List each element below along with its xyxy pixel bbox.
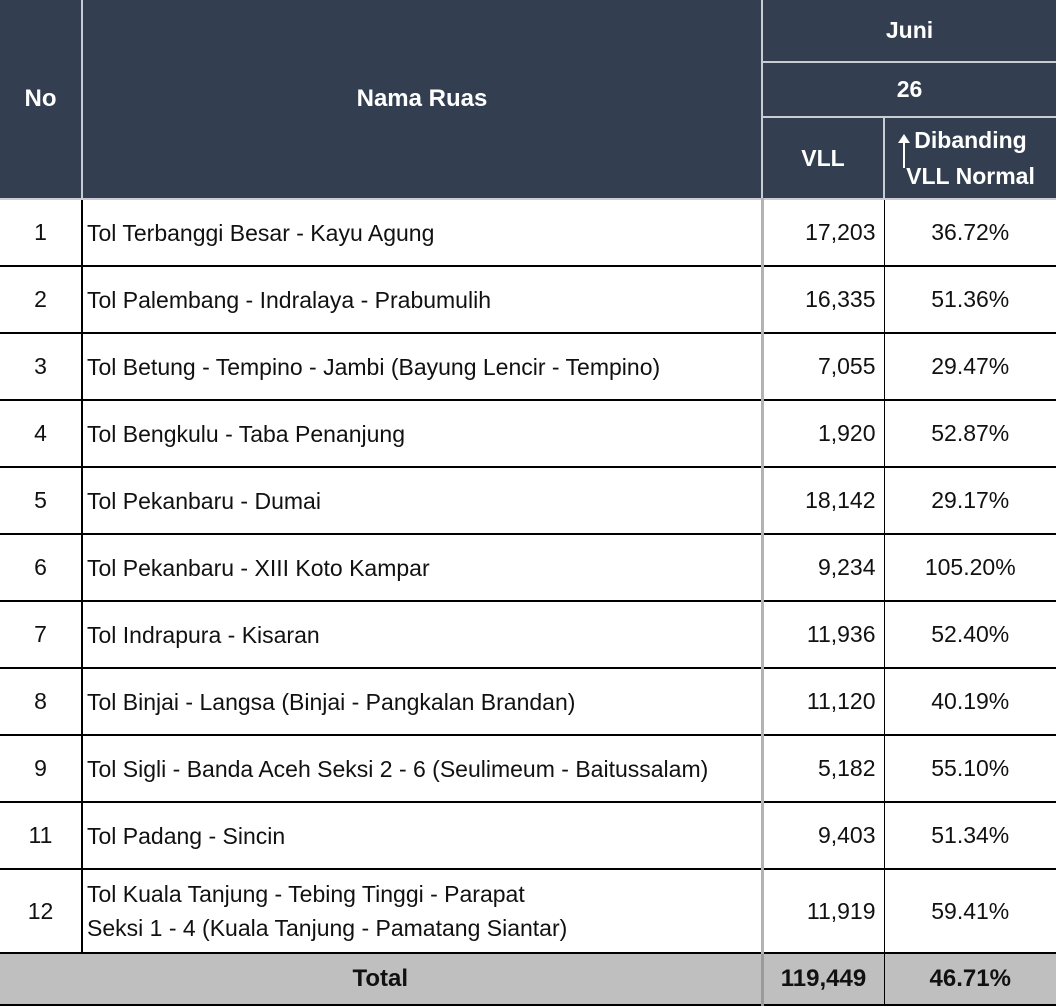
row-no: 3	[0, 333, 82, 400]
row-no: 12	[0, 869, 82, 953]
row-pct: 29.47%	[884, 333, 1056, 400]
table-row	[0, 333, 1056, 400]
row-name	[82, 333, 762, 400]
row-pct: 55.10%	[884, 735, 1056, 802]
row-vll: 9,403	[762, 802, 884, 869]
table-row	[0, 400, 1056, 467]
row-pct: 51.34%	[884, 802, 1056, 869]
row-pct: 52.40%	[884, 601, 1056, 668]
header-compare	[884, 117, 1056, 199]
row-no: 11	[0, 802, 82, 869]
row-name-line: Tol Indrapura - Kisaran	[87, 621, 320, 648]
row-name-line: Tol Bengkulu - Taba Penanjung	[87, 420, 405, 447]
table-header	[0, 0, 1056, 199]
row-name-line: Tol Betung - Tempino - Jambi (Bayung Lencir - Tempino)	[87, 353, 661, 380]
row-vll: 18,142	[762, 467, 884, 534]
row-no: 1	[0, 199, 82, 266]
row-no: 7	[0, 601, 82, 668]
table-row	[0, 601, 1056, 668]
row-vll: 7,055	[762, 333, 884, 400]
header-no: No	[0, 0, 82, 199]
header-vll: VLL	[762, 117, 884, 199]
header-compare-line2: VLL Normal	[906, 163, 1035, 189]
header-name: Nama Ruas	[82, 0, 762, 199]
table-row	[0, 534, 1056, 601]
row-name	[82, 735, 762, 802]
row-pct: 105.20%	[884, 534, 1056, 601]
row-name	[82, 199, 762, 266]
row-vll: 1,920	[762, 400, 884, 467]
row-name-line: Tol Kuala Tanjung - Tebing Tinggi - Parapat	[87, 881, 525, 907]
table-body	[0, 199, 1056, 953]
row-name-line: Tol Sigli - Banda Aceh Seksi 2 - 6 (Seulimeum - Baitussalam)	[87, 755, 709, 782]
row-no: 6	[0, 534, 82, 601]
row-pct: 40.19%	[884, 668, 1056, 735]
row-no: 5	[0, 467, 82, 534]
row-vll: 16,335	[762, 266, 884, 333]
row-no: 8	[0, 668, 82, 735]
table-row	[0, 467, 1056, 534]
table-row	[0, 869, 1056, 953]
row-name-line: Seksi 1 - 4 (Kuala Tanjung - Pamatang Siantar)	[87, 915, 568, 941]
total-vll: 119,449	[762, 953, 884, 1005]
row-name	[82, 467, 762, 534]
row-vll: 11,919	[762, 869, 884, 953]
row-name-line: Tol Pekanbaru - Dumai	[87, 487, 321, 514]
row-pct: 52.87%	[884, 400, 1056, 467]
row-pct: 36.72%	[884, 199, 1056, 266]
row-name-line: Tol Binjai - Langsa (Binjai - Pangkalan Brandan)	[87, 688, 576, 715]
row-vll: 9,234	[762, 534, 884, 601]
row-name-line: Tol Terbanggi Besar - Kayu Agung	[87, 219, 435, 246]
row-no: 2	[0, 266, 82, 333]
total-label: Total	[0, 953, 762, 1005]
table-row	[0, 735, 1056, 802]
header-month: Juni	[762, 0, 1056, 62]
table-row	[0, 802, 1056, 869]
row-pct: 51.36%	[884, 266, 1056, 333]
row-vll: 11,120	[762, 668, 884, 735]
row-vll: 5,182	[762, 735, 884, 802]
row-pct: 29.17%	[884, 467, 1056, 534]
row-pct: 59.41%	[884, 869, 1056, 953]
total-row	[0, 953, 1056, 1005]
header-day: 26	[762, 62, 1056, 117]
row-vll: 11,936	[762, 601, 884, 668]
row-name	[82, 400, 762, 467]
table-row	[0, 668, 1056, 735]
table-row	[0, 266, 1056, 333]
row-name	[82, 802, 762, 869]
row-no: 9	[0, 735, 82, 802]
table-footer	[0, 953, 1056, 1005]
row-name-line: Tol Palembang - Indralaya - Prabumulih	[87, 286, 491, 313]
row-name	[82, 266, 762, 333]
row-name	[82, 601, 762, 668]
row-no: 4	[0, 400, 82, 467]
header-compare-line1: Dibanding	[914, 127, 1027, 153]
row-name	[82, 668, 762, 735]
row-name-line: Tol Padang - Sincin	[87, 822, 286, 849]
row-name	[82, 869, 762, 953]
row-name-line: Tol Pekanbaru - XIII Koto Kampar	[87, 554, 430, 581]
row-vll: 17,203	[762, 199, 884, 266]
total-pct: 46.71%	[884, 953, 1056, 1005]
table-row	[0, 199, 1056, 266]
arrow-up-icon	[897, 134, 911, 168]
row-name	[82, 534, 762, 601]
